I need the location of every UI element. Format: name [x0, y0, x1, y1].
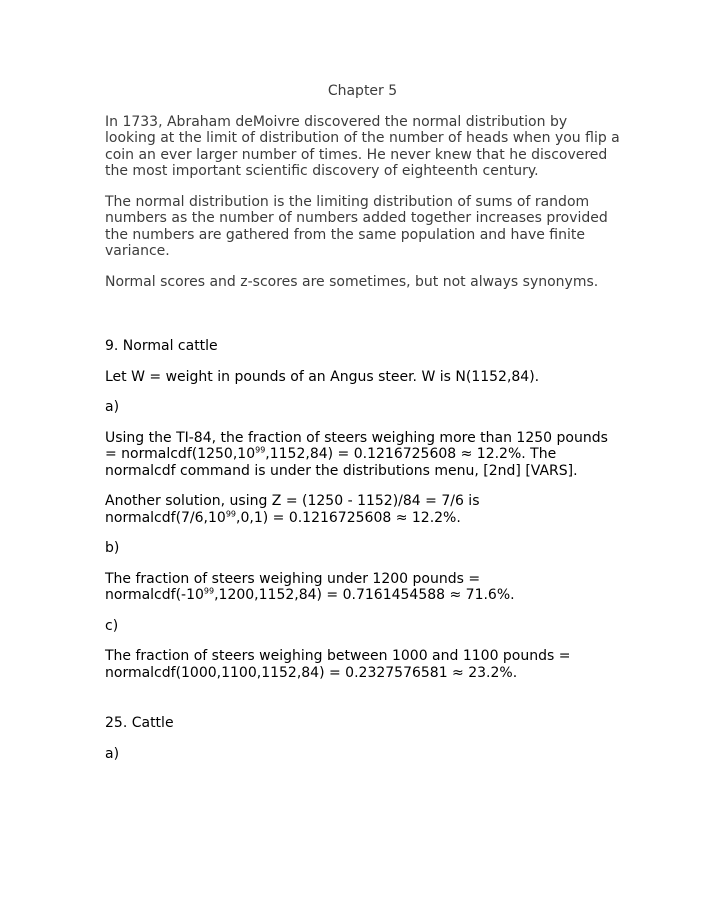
- exponent: 99: [203, 586, 215, 596]
- document-page: [105, 83, 620, 776]
- intro-paragraph-2: The normal distribution is the limiting distribution of sums of random numbers as the number of numbers added together increases provided the numbers are gathered from the same population and have finite variance.: [105, 193, 608, 259]
- problem-9-part-a-paragraph-2: [105, 493, 620, 526]
- problem-9-part-a-label: a): [105, 399, 120, 415]
- chapter-title: Chapter 5: [327, 83, 398, 99]
- text-segment: ,1200,1152,84) = 0.7161454588 ≈ 71.6%.: [214, 587, 515, 603]
- problem-9-part-c-paragraph: The fraction of steers weighing between 1000 and 1100 pounds = normalcdf(1000,1100,1152,84) = 0.2327576581 ≈ 23.2%.: [105, 648, 571, 681]
- problem-9-setup: Let W = weight in pounds of an Angus steer. W is N(1152,84).: [105, 368, 540, 385]
- text-segment: The fraction of steers weighing under 1200 pounds = normalcdf(-10: [105, 570, 481, 603]
- text-segment: Using the TI-84, the fraction of steers weighing more than 1250 pounds = normalcdf(1250,10: [105, 429, 608, 462]
- intro-paragraph-3: Normal scores and z-scores are sometimes, but not always synonyms.: [105, 273, 599, 290]
- text-segment: ,1152,84) = 0.1216725608 ≈ 12.2%. The normalcdf command is under the distributions menu, [2nd] [VARS].: [105, 446, 578, 479]
- problem-9-part-b-paragraph: [105, 571, 620, 604]
- exponent: 99: [255, 445, 266, 455]
- text-segment: ,0,1) = 0.1216725608 ≈ 12.2%.: [236, 509, 461, 526]
- exponent: 99: [225, 508, 237, 518]
- problem-25-part-a-label: a): [105, 745, 120, 762]
- problem-9-part-c-label: c): [105, 617, 119, 634]
- problem-9-part-a-paragraph-1: [105, 430, 620, 480]
- problem-25-heading: 25. Cattle: [105, 715, 174, 731]
- problem-9-heading: 9. Normal cattle: [105, 338, 218, 354]
- problem-9-part-b-label: b): [105, 540, 120, 556]
- intro-paragraph-1: In 1733, Abraham deMoivre discovered the normal distribution by looking at the limit of distribution of the number of heads when you flip a coin an ever larger number of times. He never knew that he discovered the most important scientific discovery of eighteenth century.: [105, 113, 620, 179]
- text-segment: Another solution, using Z = (1250 - 1152)/84 = 7/6 is normalcdf(7/6,10: [105, 493, 480, 526]
